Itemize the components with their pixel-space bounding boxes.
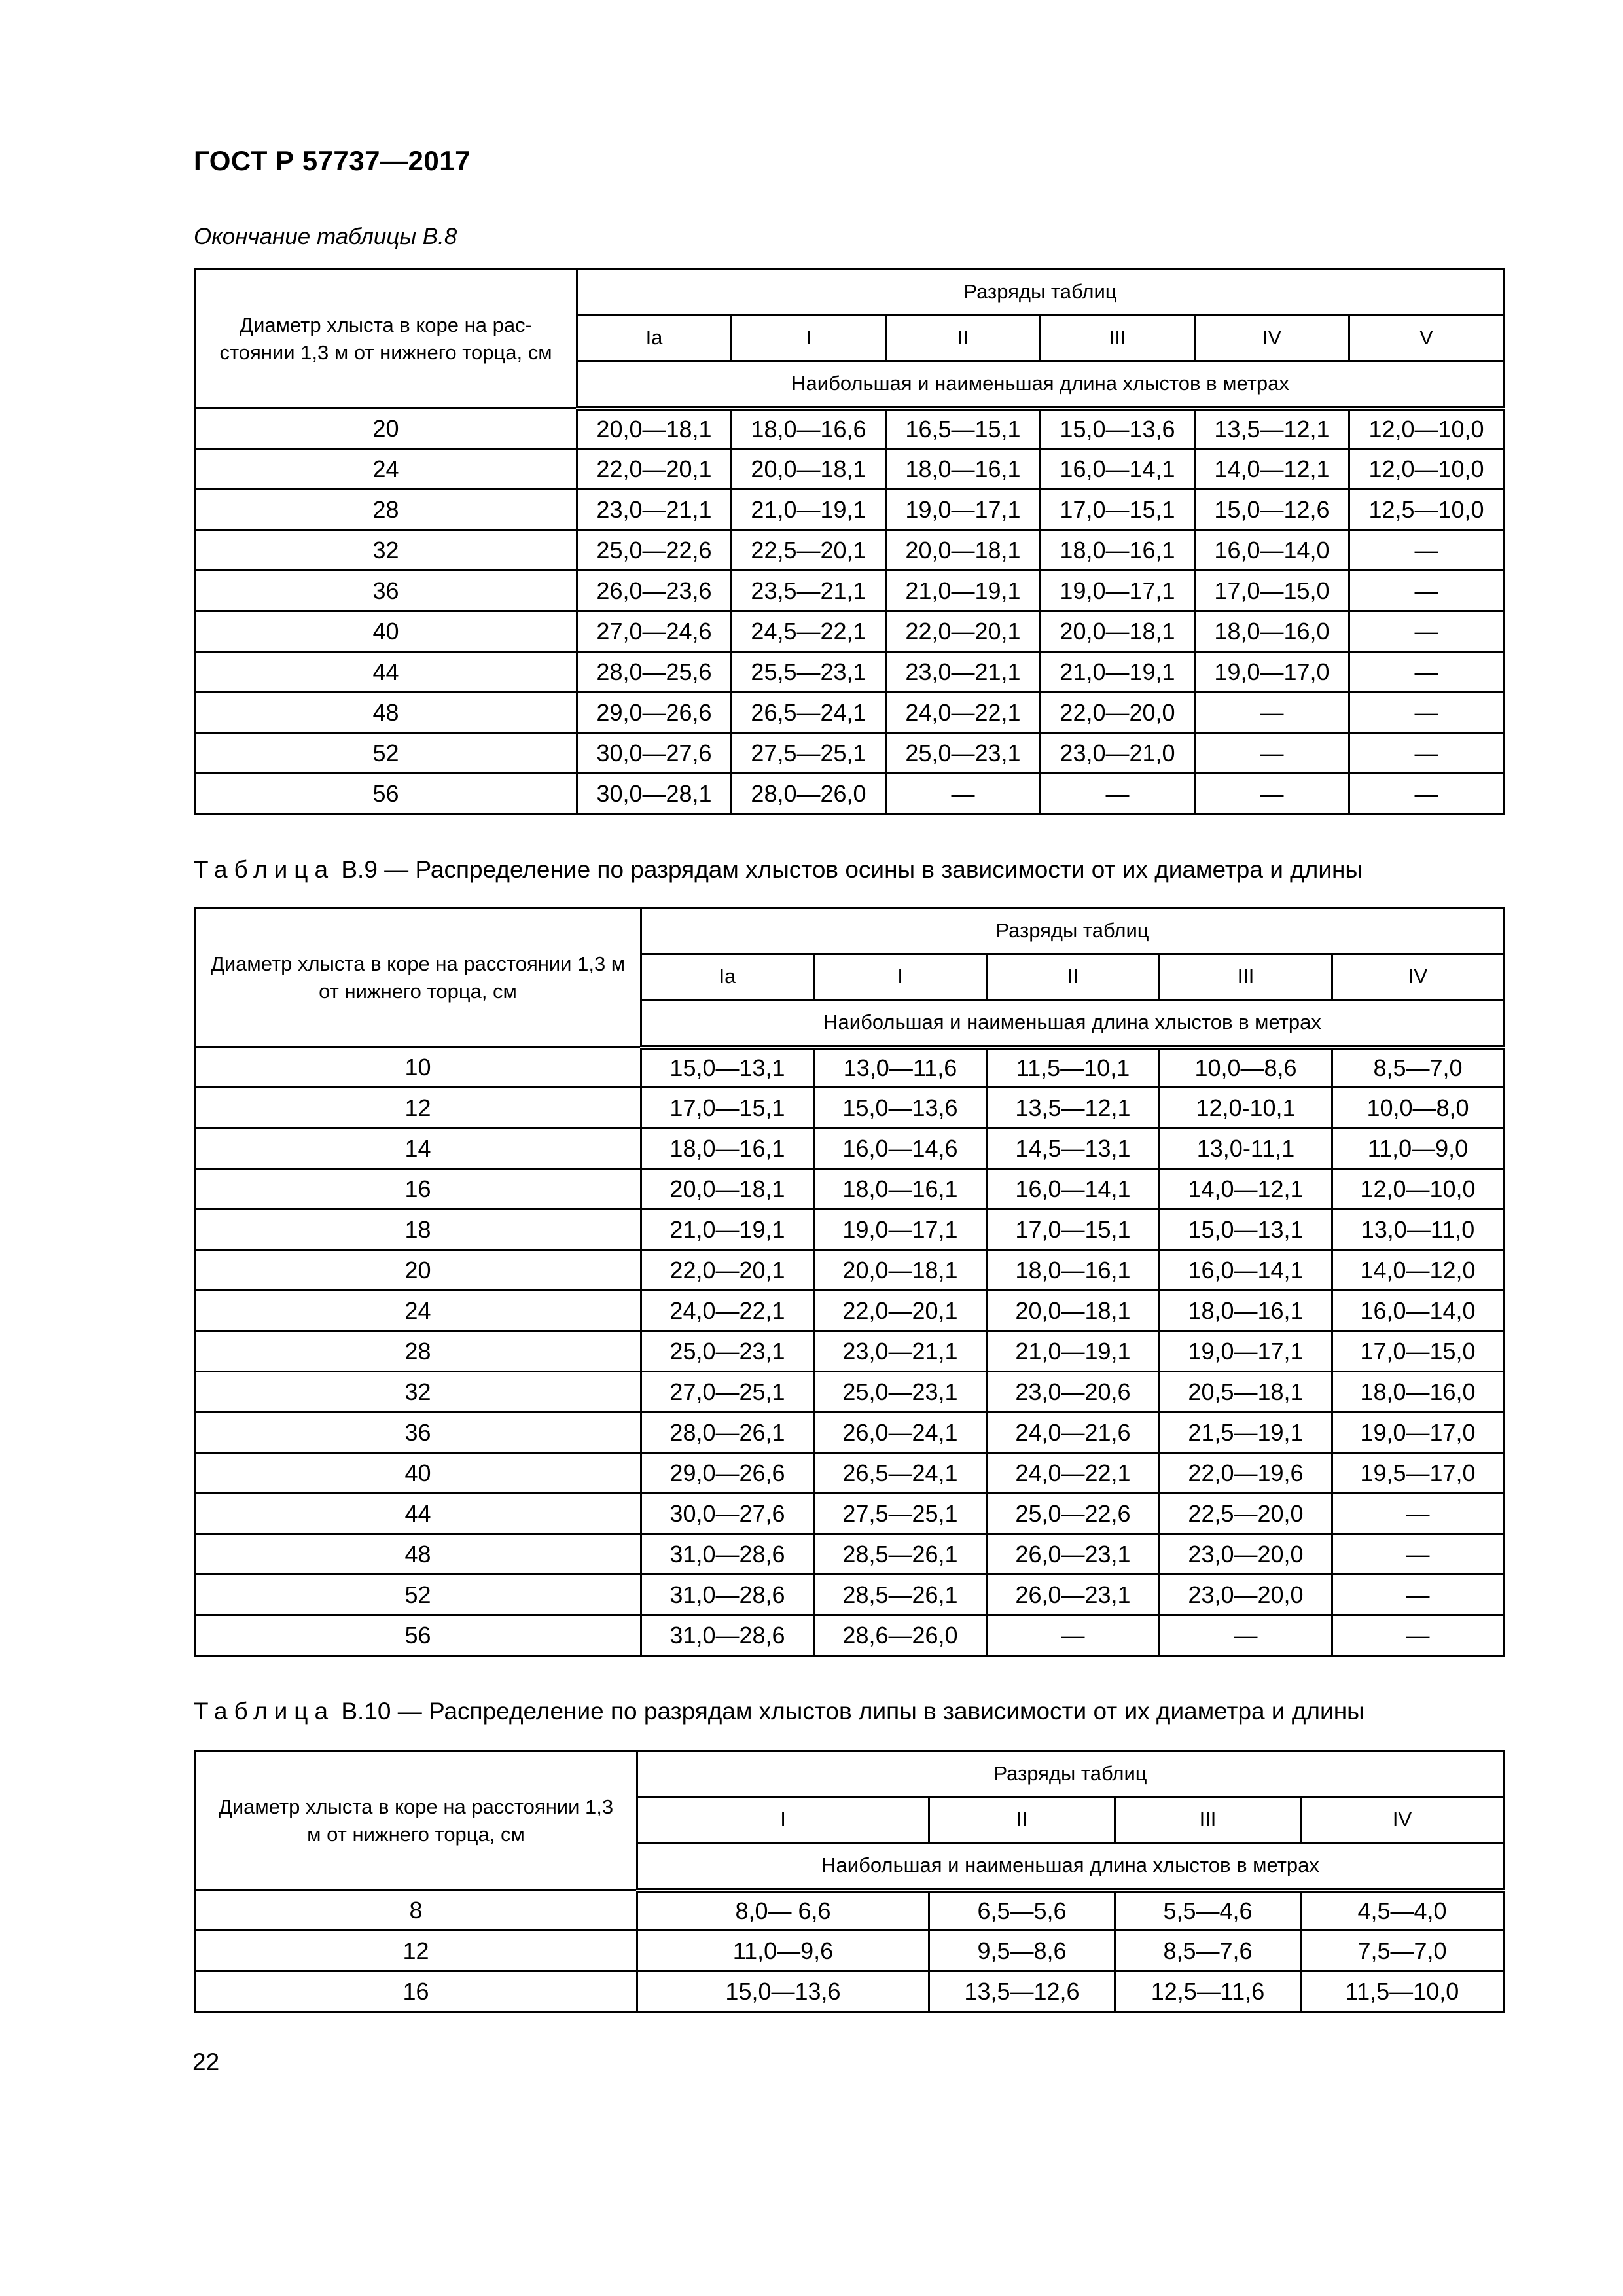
length-range-cell: 12,5—10,0	[1349, 490, 1504, 530]
table-row	[195, 733, 1504, 774]
length-range-cell: 18,0—16,1	[1041, 530, 1195, 571]
length-range-cell: —	[1332, 1575, 1504, 1615]
length-range-cell: 13,0-11,1	[1160, 1128, 1332, 1169]
grades-header: Разряды таблиц	[577, 270, 1504, 315]
length-range-cell: 21,0—19,1	[732, 490, 886, 530]
grade-header: I	[732, 315, 886, 361]
grade-header: V	[1349, 315, 1504, 361]
table-row	[195, 1890, 1504, 1931]
grade-header: II	[929, 1797, 1115, 1843]
length-range-cell: 5,5—4,6	[1115, 1890, 1301, 1931]
length-range-cell: 30,0—27,6	[577, 733, 732, 774]
caption-label: Таблица	[194, 856, 335, 883]
length-range-cell: 19,0—17,1	[1160, 1331, 1332, 1372]
length-range-cell: —	[1349, 530, 1504, 571]
length-range-cell: —	[1160, 1615, 1332, 1656]
length-range-cell: —	[1349, 571, 1504, 611]
length-range-cell: 19,0—17,1	[1041, 571, 1195, 611]
diameter-cell: 20	[195, 1250, 641, 1291]
length-range-cell: 22,5—20,0	[1160, 1494, 1332, 1534]
length-range-cell: 10,0—8,0	[1332, 1088, 1504, 1128]
diameter-cell: 12	[195, 1931, 637, 1971]
table-row	[195, 692, 1504, 733]
length-range-cell: —	[1349, 692, 1504, 733]
diameter-cell: 48	[195, 692, 577, 733]
length-range-cell: 24,0—22,1	[641, 1291, 814, 1331]
length-range-cell: 19,0—17,1	[886, 490, 1041, 530]
length-header: Наибольшая и наименьшая длина хлыстов в метрах	[637, 1843, 1504, 1890]
diameter-cell: 52	[195, 733, 577, 774]
length-range-cell: 22,0—20,1	[641, 1250, 814, 1291]
table-row	[195, 1331, 1504, 1372]
length-range-cell: 23,5—21,1	[732, 571, 886, 611]
grade-header: III	[1115, 1797, 1301, 1843]
table-row	[195, 1088, 1504, 1128]
length-range-cell: 4,5—4,0	[1301, 1890, 1504, 1931]
table-b9-body	[195, 1047, 1504, 1656]
length-range-cell: 23,0—21,1	[577, 490, 732, 530]
table-row	[195, 490, 1504, 530]
length-range-cell: 12,5—11,6	[1115, 1971, 1301, 2012]
table-row	[195, 1291, 1504, 1331]
length-range-cell: 6,5—5,6	[929, 1890, 1115, 1931]
length-range-cell: 20,0—18,1	[987, 1291, 1160, 1331]
table-row	[195, 1931, 1504, 1971]
length-range-cell: 27,0—25,1	[641, 1372, 814, 1412]
length-range-cell: 17,0—15,0	[1332, 1331, 1504, 1372]
length-range-cell: 31,0—28,6	[641, 1534, 814, 1575]
grade-header: I	[637, 1797, 929, 1843]
diameter-cell: 44	[195, 652, 577, 692]
length-range-cell: 12,0—10,0	[1349, 449, 1504, 490]
length-range-cell: 21,5—19,1	[1160, 1412, 1332, 1453]
length-range-cell: —	[1349, 611, 1504, 652]
grade-header: II	[886, 315, 1041, 361]
table-row	[195, 1453, 1504, 1494]
length-range-cell: 16,0—14,1	[987, 1169, 1160, 1210]
diameter-cell: 32	[195, 530, 577, 571]
length-range-cell: 27,0—24,6	[577, 611, 732, 652]
length-range-cell: 21,0—19,1	[1041, 652, 1195, 692]
caption-text: В.10 — Распределение по разрядам хлыстов липы в зависимости от их диаметра и длины	[341, 1698, 1364, 1725]
length-range-cell: 19,0—17,1	[814, 1210, 987, 1250]
length-range-cell: 12,0—10,0	[1349, 408, 1504, 449]
length-range-cell: 15,0—13,1	[641, 1047, 814, 1088]
length-range-cell: 13,0—11,0	[1332, 1210, 1504, 1250]
diameter-cell: 56	[195, 774, 577, 814]
length-range-cell: 7,5—7,0	[1301, 1931, 1504, 1971]
length-range-cell: 22,0—20,1	[577, 449, 732, 490]
length-range-cell: 22,0—20,1	[886, 611, 1041, 652]
length-range-cell: 16,5—15,1	[886, 408, 1041, 449]
table-row	[195, 1169, 1504, 1210]
table-b10-header	[195, 1751, 1504, 1890]
table-b10-caption	[194, 1698, 1364, 1725]
length-range-cell: 28,5—26,1	[814, 1575, 987, 1615]
length-range-cell: 23,0—21,0	[1041, 733, 1195, 774]
length-range-cell: 26,5—24,1	[814, 1453, 987, 1494]
length-range-cell: —	[886, 774, 1041, 814]
length-range-cell: 22,0—19,6	[1160, 1453, 1332, 1494]
table-b10	[194, 1750, 1505, 2013]
length-range-cell: 16,0—14,0	[1195, 530, 1349, 571]
table-b8-header	[195, 270, 1504, 408]
diameter-cell: 18	[195, 1210, 641, 1250]
diameter-header: Диаметр хлыста в коре на рас-стоянии 1,3 м от нижнего торца, см	[195, 270, 577, 408]
grade-header: IV	[1301, 1797, 1504, 1843]
length-range-cell: 23,0—20,0	[1160, 1575, 1332, 1615]
length-header: Наибольшая и наименьшая длина хлыстов в метрах	[577, 361, 1504, 408]
length-range-cell: —	[1195, 692, 1349, 733]
length-range-cell: 21,0—19,1	[886, 571, 1041, 611]
length-range-cell: 15,0—13,6	[814, 1088, 987, 1128]
caption-label: Таблица	[194, 1698, 335, 1725]
length-range-cell: 24,5—22,1	[732, 611, 886, 652]
length-range-cell: —	[1332, 1615, 1504, 1656]
length-range-cell: 8,0— 6,6	[637, 1890, 929, 1931]
diameter-cell: 16	[195, 1169, 641, 1210]
length-range-cell: 18,0—16,0	[1195, 611, 1349, 652]
table-row	[195, 530, 1504, 571]
diameter-header: Диаметр хлыста в коре на расстоянии 1,3 м от нижнего торца, см	[195, 908, 641, 1047]
standard-designation: ГОСТ Р 57737—2017	[194, 145, 471, 176]
table-b9	[194, 907, 1505, 1657]
length-range-cell: 17,0—15,1	[641, 1088, 814, 1128]
diameter-cell: 52	[195, 1575, 641, 1615]
length-range-cell: —	[1349, 774, 1504, 814]
table-row	[195, 1210, 1504, 1250]
length-range-cell: 26,0—23,1	[987, 1575, 1160, 1615]
length-range-cell: 20,0—18,1	[641, 1169, 814, 1210]
length-range-cell: 24,0—22,1	[987, 1453, 1160, 1494]
table-row	[195, 1575, 1504, 1615]
grades-header: Разряды таблиц	[637, 1751, 1504, 1797]
length-range-cell: —	[1195, 774, 1349, 814]
table-b8-body	[195, 408, 1504, 814]
grade-header: Ia	[641, 954, 814, 1000]
length-range-cell: 10,0—8,6	[1160, 1047, 1332, 1088]
length-range-cell: 23,0—20,6	[987, 1372, 1160, 1412]
table-b9-header	[195, 908, 1504, 1047]
length-range-cell: 25,0—22,6	[577, 530, 732, 571]
length-range-cell: 22,0—20,1	[814, 1291, 987, 1331]
length-range-cell: 18,0—16,1	[886, 449, 1041, 490]
length-range-cell: 23,0—21,1	[886, 652, 1041, 692]
length-range-cell: —	[1195, 733, 1349, 774]
length-range-cell: 14,0—12,0	[1332, 1250, 1504, 1291]
length-range-cell: 11,5—10,0	[1301, 1971, 1504, 2012]
grade-header: IV	[1332, 954, 1504, 1000]
length-range-cell: 16,0—14,6	[814, 1128, 987, 1169]
diameter-cell: 40	[195, 1453, 641, 1494]
length-range-cell: 28,6—26,0	[814, 1615, 987, 1656]
length-range-cell: 8,5—7,6	[1115, 1931, 1301, 1971]
diameter-cell: 36	[195, 1412, 641, 1453]
length-range-cell: 17,0—15,1	[1041, 490, 1195, 530]
length-range-cell: 28,0—26,1	[641, 1412, 814, 1453]
table-row	[195, 1494, 1504, 1534]
table-row	[195, 1128, 1504, 1169]
length-range-cell: 11,5—10,1	[987, 1047, 1160, 1088]
length-range-cell: 18,0—16,1	[1160, 1291, 1332, 1331]
diameter-cell: 20	[195, 408, 577, 449]
length-range-cell: —	[1332, 1534, 1504, 1575]
length-range-cell: 28,0—26,0	[732, 774, 886, 814]
diameter-cell: 12	[195, 1088, 641, 1128]
length-range-cell: 18,0—16,6	[732, 408, 886, 449]
length-range-cell: 27,5—25,1	[732, 733, 886, 774]
diameter-cell: 28	[195, 490, 577, 530]
diameter-cell: 24	[195, 1291, 641, 1331]
table-row	[195, 408, 1504, 449]
diameter-cell: 48	[195, 1534, 641, 1575]
length-range-cell: 24,0—21,6	[987, 1412, 1160, 1453]
length-range-cell: —	[1349, 733, 1504, 774]
length-range-cell: 30,0—28,1	[577, 774, 732, 814]
length-range-cell: 12,0-10,1	[1160, 1088, 1332, 1128]
length-range-cell: 28,0—25,6	[577, 652, 732, 692]
diameter-cell: 24	[195, 449, 577, 490]
length-range-cell: 31,0—28,6	[641, 1575, 814, 1615]
length-range-cell: 8,5—7,0	[1332, 1047, 1504, 1088]
length-range-cell: 26,0—23,6	[577, 571, 732, 611]
length-range-cell: 20,0—18,1	[886, 530, 1041, 571]
length-range-cell: 23,0—21,1	[814, 1331, 987, 1372]
table-row	[195, 652, 1504, 692]
length-range-cell: 25,0—23,1	[641, 1331, 814, 1372]
length-range-cell: 25,0—23,1	[814, 1372, 987, 1412]
diameter-cell: 36	[195, 571, 577, 611]
table-row	[195, 449, 1504, 490]
length-range-cell: 31,0—28,6	[641, 1615, 814, 1656]
table-row	[195, 1412, 1504, 1453]
diameter-cell: 10	[195, 1047, 641, 1088]
table-b8	[194, 268, 1505, 815]
table-row	[195, 611, 1504, 652]
length-range-cell: 14,5—13,1	[987, 1128, 1160, 1169]
length-range-cell: 19,0—17,0	[1332, 1412, 1504, 1453]
length-range-cell: 9,5—8,6	[929, 1931, 1115, 1971]
grade-header: III	[1041, 315, 1195, 361]
length-range-cell: 17,0—15,0	[1195, 571, 1349, 611]
diameter-cell: 40	[195, 611, 577, 652]
length-range-cell: 25,5—23,1	[732, 652, 886, 692]
length-range-cell: 28,5—26,1	[814, 1534, 987, 1575]
length-range-cell: 14,0—12,1	[1195, 449, 1349, 490]
diameter-cell: 14	[195, 1128, 641, 1169]
length-range-cell: 12,0—10,0	[1332, 1169, 1504, 1210]
diameter-header: Диаметр хлыста в коре на расстоянии 1,3 м от нижнего торца, см	[195, 1751, 637, 1890]
length-range-cell: —	[1349, 652, 1504, 692]
length-range-cell: 29,0—26,6	[641, 1453, 814, 1494]
table-row	[195, 1047, 1504, 1088]
length-range-cell: 22,0—20,0	[1041, 692, 1195, 733]
length-range-cell: 18,0—16,0	[1332, 1372, 1504, 1412]
table-row	[195, 1971, 1504, 2012]
length-range-cell: 18,0—16,1	[641, 1128, 814, 1169]
length-range-cell: 21,0—19,1	[641, 1210, 814, 1250]
length-range-cell: —	[1332, 1494, 1504, 1534]
length-range-cell: 16,0—14,0	[1332, 1291, 1504, 1331]
length-range-cell: 20,0—18,1	[1041, 611, 1195, 652]
length-range-cell: 16,0—14,1	[1041, 449, 1195, 490]
table-row	[195, 1372, 1504, 1412]
length-range-cell: 15,0—13,1	[1160, 1210, 1332, 1250]
length-range-cell: 30,0—27,6	[641, 1494, 814, 1534]
length-range-cell: 26,0—24,1	[814, 1412, 987, 1453]
table-row	[195, 1615, 1504, 1656]
length-range-cell: 20,0—18,1	[577, 408, 732, 449]
grades-header: Разряды таблиц	[641, 908, 1504, 954]
length-range-cell: 23,0—20,0	[1160, 1534, 1332, 1575]
length-range-cell: 24,0—22,1	[886, 692, 1041, 733]
length-range-cell: —	[1041, 774, 1195, 814]
table-b9-caption	[194, 856, 1363, 884]
length-range-cell: 14,0—12,1	[1160, 1169, 1332, 1210]
length-range-cell: 26,5—24,1	[732, 692, 886, 733]
table-row	[195, 1534, 1504, 1575]
length-range-cell: 19,5—17,0	[1332, 1453, 1504, 1494]
length-range-cell: 18,0—16,1	[814, 1169, 987, 1210]
diameter-cell: 44	[195, 1494, 641, 1534]
length-range-cell: 20,0—18,1	[814, 1250, 987, 1291]
caption-text: В.9 — Распределение по разрядам хлыстов осины в зависимости от их диаметра и длины	[341, 856, 1363, 883]
grade-header: II	[987, 954, 1160, 1000]
length-range-cell: 11,0—9,6	[637, 1931, 929, 1971]
length-range-cell: 20,0—18,1	[732, 449, 886, 490]
length-range-cell: 21,0—19,1	[987, 1331, 1160, 1372]
length-header: Наибольшая и наименьшая длина хлыстов в метрах	[641, 1000, 1504, 1047]
page-number: 22	[192, 2049, 220, 2075]
length-range-cell: 27,5—25,1	[814, 1494, 987, 1534]
diameter-cell: 56	[195, 1615, 641, 1656]
table-b10-body	[195, 1890, 1504, 2012]
diameter-cell: 32	[195, 1372, 641, 1412]
grade-header: Ia	[577, 315, 732, 361]
length-range-cell: 17,0—15,1	[987, 1210, 1160, 1250]
length-range-cell: 25,0—23,1	[886, 733, 1041, 774]
table-row	[195, 774, 1504, 814]
length-range-cell: 15,0—12,6	[1195, 490, 1349, 530]
length-range-cell: 20,5—18,1	[1160, 1372, 1332, 1412]
length-range-cell: 18,0—16,1	[987, 1250, 1160, 1291]
diameter-cell: 28	[195, 1331, 641, 1372]
length-range-cell: 13,0—11,6	[814, 1047, 987, 1088]
length-range-cell: 15,0—13,6	[637, 1971, 929, 2012]
length-range-cell: —	[987, 1615, 1160, 1656]
length-range-cell: 13,5—12,1	[987, 1088, 1160, 1128]
grade-header: III	[1160, 954, 1332, 1000]
table-row	[195, 571, 1504, 611]
length-range-cell: 13,5—12,1	[1195, 408, 1349, 449]
table-row	[195, 1250, 1504, 1291]
diameter-cell: 8	[195, 1890, 637, 1931]
length-range-cell: 13,5—12,6	[929, 1971, 1115, 2012]
length-range-cell: 19,0—17,0	[1195, 652, 1349, 692]
grade-header: IV	[1195, 315, 1349, 361]
length-range-cell: 15,0—13,6	[1041, 408, 1195, 449]
length-range-cell: 16,0—14,1	[1160, 1250, 1332, 1291]
length-range-cell: 22,5—20,1	[732, 530, 886, 571]
table-continuation-title: Окончание таблицы В.8	[194, 224, 457, 249]
diameter-cell: 16	[195, 1971, 637, 2012]
grade-header: I	[814, 954, 987, 1000]
length-range-cell: 11,0—9,0	[1332, 1128, 1504, 1169]
length-range-cell: 25,0—22,6	[987, 1494, 1160, 1534]
length-range-cell: 26,0—23,1	[987, 1534, 1160, 1575]
length-range-cell: 29,0—26,6	[577, 692, 732, 733]
